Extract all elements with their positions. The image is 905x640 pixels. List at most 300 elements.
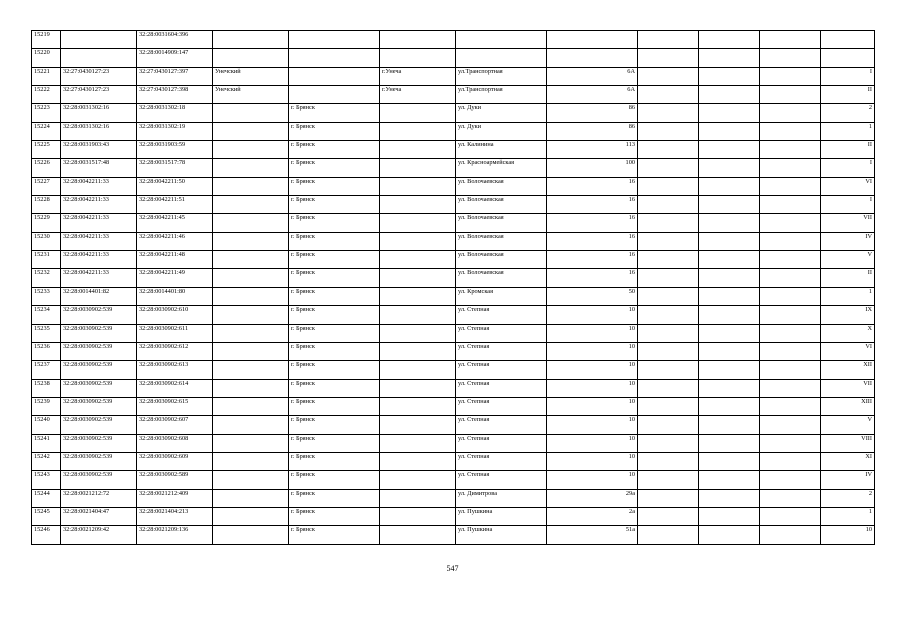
city-cell: г. Брянск	[289, 434, 380, 452]
locality-cell	[380, 397, 456, 415]
city-cell: г. Брянск	[289, 416, 380, 434]
flat-cell	[699, 104, 760, 122]
district-cell	[213, 141, 289, 159]
flat-cell	[699, 67, 760, 85]
flat-cell	[699, 49, 760, 67]
house-number-cell: 10	[547, 342, 638, 360]
street-cell: ул. Степная	[456, 471, 547, 489]
locality-cell	[380, 379, 456, 397]
district-cell	[213, 196, 289, 214]
city-cell: г. Брянск	[289, 177, 380, 195]
district-cell	[213, 324, 289, 342]
row-number-cell: 15238	[32, 379, 61, 397]
city-cell: г. Брянск	[289, 526, 380, 544]
parent-cadastral-cell: 32:28:0030902:539	[61, 324, 137, 342]
locality-cell	[380, 342, 456, 360]
building-cell	[638, 416, 699, 434]
street-cell: ул. Волочаевская	[456, 232, 547, 250]
table-row	[32, 214, 875, 232]
cadastral-number-cell: 32:28:0014909:147	[137, 49, 213, 67]
premises-number-cell: I	[821, 67, 875, 85]
premises-number-cell: IV	[821, 232, 875, 250]
parent-cadastral-cell: 32:28:0031302:16	[61, 104, 137, 122]
locality-cell	[380, 324, 456, 342]
row-number-cell: 15245	[32, 507, 61, 525]
flat-cell	[699, 251, 760, 269]
district-cell	[213, 379, 289, 397]
street-cell: ул. Волочаевская	[456, 269, 547, 287]
building-cell	[638, 489, 699, 507]
cadastral-number-cell: 32:28:0042211:46	[137, 232, 213, 250]
city-cell: г. Брянск	[289, 122, 380, 140]
table-row	[32, 306, 875, 324]
cadastral-number-cell: 32:28:0030902:615	[137, 397, 213, 415]
locality-cell	[380, 232, 456, 250]
cadastral-number-cell: 32:28:0030902:613	[137, 361, 213, 379]
district-cell: Унечский	[213, 86, 289, 104]
locality-cell: г.Унеча	[380, 86, 456, 104]
building-cell	[638, 361, 699, 379]
table-row	[32, 434, 875, 452]
extra-cell	[760, 489, 821, 507]
street-cell: ул. Пушкина	[456, 526, 547, 544]
house-number-cell: 6А	[547, 67, 638, 85]
district-cell	[213, 251, 289, 269]
cadastral-number-cell: 32:28:0021212:409	[137, 489, 213, 507]
table-row	[32, 86, 875, 104]
page-number: 547	[446, 564, 459, 573]
city-cell: г. Брянск	[289, 379, 380, 397]
locality-cell	[380, 159, 456, 177]
flat-cell	[699, 214, 760, 232]
street-cell: ул. Степная	[456, 434, 547, 452]
city-cell: г. Брянск	[289, 214, 380, 232]
building-cell	[638, 471, 699, 489]
row-number-cell: 15227	[32, 177, 61, 195]
parent-cadastral-cell: 32:28:0030902:539	[61, 379, 137, 397]
house-number-cell: 16	[547, 232, 638, 250]
house-number-cell: 10	[547, 306, 638, 324]
table-row	[32, 67, 875, 85]
extra-cell	[760, 122, 821, 140]
flat-cell	[699, 141, 760, 159]
district-cell	[213, 471, 289, 489]
house-number-cell: 10	[547, 434, 638, 452]
premises-number-cell: V	[821, 416, 875, 434]
locality-cell	[380, 489, 456, 507]
street-cell: ул. Красноармейская	[456, 159, 547, 177]
table-row	[32, 361, 875, 379]
locality-cell	[380, 177, 456, 195]
city-cell: г. Брянск	[289, 397, 380, 415]
extra-cell	[760, 31, 821, 49]
district-cell	[213, 434, 289, 452]
table-row	[32, 251, 875, 269]
cadastral-number-cell: 32:28:0030902:610	[137, 306, 213, 324]
building-cell	[638, 287, 699, 305]
building-cell	[638, 86, 699, 104]
row-number-cell: 15229	[32, 214, 61, 232]
registry-table-body	[32, 31, 875, 545]
district-cell	[213, 159, 289, 177]
house-number-cell	[547, 49, 638, 67]
street-cell: ул. Степная	[456, 397, 547, 415]
city-cell: г. Брянск	[289, 104, 380, 122]
building-cell	[638, 141, 699, 159]
locality-cell	[380, 526, 456, 544]
house-number-cell: 16	[547, 177, 638, 195]
cadastral-number-cell: 32:28:0042211:45	[137, 214, 213, 232]
city-cell: г. Брянск	[289, 196, 380, 214]
table-row	[32, 177, 875, 195]
premises-number-cell: V	[821, 251, 875, 269]
district-cell	[213, 526, 289, 544]
locality-cell	[380, 214, 456, 232]
building-cell	[638, 67, 699, 85]
flat-cell	[699, 489, 760, 507]
locality-cell	[380, 141, 456, 159]
city-cell: г. Брянск	[289, 269, 380, 287]
district-cell	[213, 416, 289, 434]
flat-cell	[699, 526, 760, 544]
building-cell	[638, 397, 699, 415]
premises-number-cell	[821, 31, 875, 49]
district-cell	[213, 177, 289, 195]
building-cell	[638, 342, 699, 360]
house-number-cell: 10	[547, 324, 638, 342]
premises-number-cell: XII	[821, 361, 875, 379]
street-cell: ул. Степная	[456, 416, 547, 434]
registry-table	[31, 30, 875, 545]
parent-cadastral-cell: 32:28:0042211:33	[61, 251, 137, 269]
building-cell	[638, 31, 699, 49]
parent-cadastral-cell	[61, 49, 137, 67]
house-number-cell: 51а	[547, 526, 638, 544]
premises-number-cell: VI	[821, 342, 875, 360]
flat-cell	[699, 177, 760, 195]
building-cell	[638, 122, 699, 140]
parent-cadastral-cell: 32:28:0030902:539	[61, 361, 137, 379]
locality-cell	[380, 104, 456, 122]
city-cell: г. Брянск	[289, 141, 380, 159]
cadastral-number-cell: 32:28:0042211:49	[137, 269, 213, 287]
parent-cadastral-cell: 32:28:0021212:72	[61, 489, 137, 507]
row-number-cell: 15240	[32, 416, 61, 434]
extra-cell	[760, 471, 821, 489]
premises-number-cell: 2	[821, 104, 875, 122]
building-cell	[638, 232, 699, 250]
premises-number-cell: 1	[821, 507, 875, 525]
locality-cell	[380, 31, 456, 49]
cadastral-number-cell: 32:28:0021404:213	[137, 507, 213, 525]
table-row	[32, 526, 875, 544]
row-number-cell: 15234	[32, 306, 61, 324]
district-cell	[213, 306, 289, 324]
cadastral-number-cell: 32:28:0031903:59	[137, 141, 213, 159]
table-row	[32, 49, 875, 67]
row-number-cell: 15230	[32, 232, 61, 250]
flat-cell	[699, 86, 760, 104]
building-cell	[638, 269, 699, 287]
cadastral-number-cell: 32:28:0030902:608	[137, 434, 213, 452]
building-cell	[638, 452, 699, 470]
street-cell: ул. Калинина	[456, 141, 547, 159]
house-number-cell: 16	[547, 269, 638, 287]
district-cell	[213, 287, 289, 305]
row-number-cell: 15220	[32, 49, 61, 67]
extra-cell	[760, 251, 821, 269]
parent-cadastral-cell: 32:28:0030902:539	[61, 452, 137, 470]
parent-cadastral-cell: 32:28:0042211:33	[61, 232, 137, 250]
district-cell	[213, 269, 289, 287]
building-cell	[638, 379, 699, 397]
parent-cadastral-cell: 32:27:0430127:23	[61, 67, 137, 85]
table-row	[32, 31, 875, 49]
row-number-cell: 15224	[32, 122, 61, 140]
cadastral-number-cell: 32:28:0030902:614	[137, 379, 213, 397]
street-cell: ул. Кромская	[456, 287, 547, 305]
cadastral-number-cell: 32:28:0030902:612	[137, 342, 213, 360]
flat-cell	[699, 159, 760, 177]
row-number-cell: 15236	[32, 342, 61, 360]
building-cell	[638, 214, 699, 232]
cadastral-number-cell: 32:27:0430127:397	[137, 67, 213, 85]
table-row	[32, 287, 875, 305]
cadastral-number-cell: 32:28:0021209:136	[137, 526, 213, 544]
extra-cell	[760, 269, 821, 287]
building-cell	[638, 49, 699, 67]
cadastral-number-cell: 32:28:0030902:607	[137, 416, 213, 434]
parent-cadastral-cell: 32:27:0430127:23	[61, 86, 137, 104]
locality-cell	[380, 306, 456, 324]
district-cell	[213, 31, 289, 49]
parent-cadastral-cell: 32:28:0031302:16	[61, 122, 137, 140]
extra-cell	[760, 104, 821, 122]
flat-cell	[699, 416, 760, 434]
street-cell: ул. Волочаевская	[456, 214, 547, 232]
extra-cell	[760, 159, 821, 177]
city-cell: г. Брянск	[289, 489, 380, 507]
extra-cell	[760, 452, 821, 470]
city-cell: г. Брянск	[289, 159, 380, 177]
street-cell: ул. Степная	[456, 452, 547, 470]
locality-cell	[380, 452, 456, 470]
row-number-cell: 15243	[32, 471, 61, 489]
house-number-cell: 10	[547, 471, 638, 489]
house-number-cell	[547, 31, 638, 49]
house-number-cell: 10	[547, 397, 638, 415]
flat-cell	[699, 379, 760, 397]
street-cell: ул. Степная	[456, 342, 547, 360]
parent-cadastral-cell: 32:28:0014401:82	[61, 287, 137, 305]
building-cell	[638, 104, 699, 122]
flat-cell	[699, 269, 760, 287]
district-cell	[213, 342, 289, 360]
cadastral-number-cell: 32:28:0042211:48	[137, 251, 213, 269]
parent-cadastral-cell: 32:28:0021209:42	[61, 526, 137, 544]
extra-cell	[760, 342, 821, 360]
premises-number-cell: IV	[821, 471, 875, 489]
extra-cell	[760, 177, 821, 195]
row-number-cell: 15226	[32, 159, 61, 177]
city-cell	[289, 67, 380, 85]
parent-cadastral-cell: 32:28:0042211:33	[61, 269, 137, 287]
extra-cell	[760, 306, 821, 324]
cadastral-number-cell: 32:28:0042211:51	[137, 196, 213, 214]
row-number-cell: 15232	[32, 269, 61, 287]
premises-number-cell: IX	[821, 306, 875, 324]
building-cell	[638, 177, 699, 195]
city-cell: г. Брянск	[289, 507, 380, 525]
locality-cell	[380, 196, 456, 214]
flat-cell	[699, 122, 760, 140]
house-number-cell: 16	[547, 214, 638, 232]
premises-number-cell: XIII	[821, 397, 875, 415]
street-cell	[456, 49, 547, 67]
parent-cadastral-cell: 32:28:0030902:539	[61, 434, 137, 452]
table-row	[32, 232, 875, 250]
table-row	[32, 196, 875, 214]
cadastral-number-cell: 32:28:0042211:50	[137, 177, 213, 195]
row-number-cell: 15239	[32, 397, 61, 415]
building-cell	[638, 434, 699, 452]
parent-cadastral-cell: 32:28:0030902:539	[61, 342, 137, 360]
premises-number-cell: II	[821, 86, 875, 104]
building-cell	[638, 159, 699, 177]
row-number-cell: 15228	[32, 196, 61, 214]
locality-cell	[380, 49, 456, 67]
flat-cell	[699, 434, 760, 452]
locality-cell: г.Унеча	[380, 67, 456, 85]
parent-cadastral-cell: 32:28:0030902:539	[61, 306, 137, 324]
house-number-cell: 100	[547, 159, 638, 177]
house-number-cell: 50	[547, 287, 638, 305]
city-cell: г. Брянск	[289, 361, 380, 379]
district-cell	[213, 397, 289, 415]
cadastral-number-cell: 32:28:0030902:609	[137, 452, 213, 470]
table-row	[32, 452, 875, 470]
locality-cell	[380, 287, 456, 305]
district-cell	[213, 49, 289, 67]
house-number-cell: 6А	[547, 86, 638, 104]
table-row	[32, 507, 875, 525]
city-cell	[289, 49, 380, 67]
parent-cadastral-cell: 32:28:0030902:539	[61, 471, 137, 489]
parent-cadastral-cell: 32:28:0042211:33	[61, 214, 137, 232]
city-cell: г. Брянск	[289, 287, 380, 305]
cadastral-number-cell: 32:28:0030902:611	[137, 324, 213, 342]
row-number-cell: 15244	[32, 489, 61, 507]
table-row	[32, 159, 875, 177]
flat-cell	[699, 507, 760, 525]
district-cell	[213, 361, 289, 379]
premises-number-cell: 10	[821, 526, 875, 544]
row-number-cell: 15222	[32, 86, 61, 104]
flat-cell	[699, 471, 760, 489]
flat-cell	[699, 31, 760, 49]
row-number-cell: 15241	[32, 434, 61, 452]
flat-cell	[699, 452, 760, 470]
city-cell	[289, 31, 380, 49]
row-number-cell: 15233	[32, 287, 61, 305]
cadastral-number-cell: 32:28:0031517:78	[137, 159, 213, 177]
flat-cell	[699, 196, 760, 214]
parent-cadastral-cell: 32:28:0030902:539	[61, 397, 137, 415]
locality-cell	[380, 434, 456, 452]
district-cell	[213, 489, 289, 507]
extra-cell	[760, 86, 821, 104]
locality-cell	[380, 507, 456, 525]
street-cell: ул. Дуки	[456, 104, 547, 122]
house-number-cell: 86	[547, 122, 638, 140]
district-cell	[213, 232, 289, 250]
registry-sheet	[31, 30, 875, 545]
house-number-cell: 10	[547, 361, 638, 379]
building-cell	[638, 526, 699, 544]
premises-number-cell: 1	[821, 287, 875, 305]
premises-number-cell	[821, 49, 875, 67]
row-number-cell: 15223	[32, 104, 61, 122]
locality-cell	[380, 471, 456, 489]
table-row	[32, 416, 875, 434]
street-cell: ул. Димитрова	[456, 489, 547, 507]
district-cell	[213, 104, 289, 122]
city-cell	[289, 86, 380, 104]
premises-number-cell: 2	[821, 489, 875, 507]
extra-cell	[760, 416, 821, 434]
extra-cell	[760, 49, 821, 67]
extra-cell	[760, 287, 821, 305]
building-cell	[638, 196, 699, 214]
premises-number-cell: I	[821, 159, 875, 177]
house-number-cell: 10	[547, 452, 638, 470]
parent-cadastral-cell: 32:28:0031903:43	[61, 141, 137, 159]
street-cell: ул. Волочаевская	[456, 196, 547, 214]
parent-cadastral-cell: 32:28:0030902:539	[61, 416, 137, 434]
table-row	[32, 379, 875, 397]
cadastral-number-cell: 32:28:0031302:18	[137, 104, 213, 122]
flat-cell	[699, 306, 760, 324]
district-cell: Унечский	[213, 67, 289, 85]
house-number-cell: 29а	[547, 489, 638, 507]
parent-cadastral-cell: 32:28:0042211:33	[61, 196, 137, 214]
street-cell: ул. Пушкина	[456, 507, 547, 525]
premises-number-cell: VII	[821, 214, 875, 232]
cadastral-number-cell: 32:28:0030902:589	[137, 471, 213, 489]
street-cell: ул. Дуки	[456, 122, 547, 140]
locality-cell	[380, 269, 456, 287]
house-number-cell: 113	[547, 141, 638, 159]
city-cell: г. Брянск	[289, 324, 380, 342]
house-number-cell: 10	[547, 379, 638, 397]
premises-number-cell: II	[821, 141, 875, 159]
table-row	[32, 324, 875, 342]
locality-cell	[380, 122, 456, 140]
street-cell: ул. Степная	[456, 306, 547, 324]
premises-number-cell: I	[821, 196, 875, 214]
district-cell	[213, 507, 289, 525]
table-row	[32, 104, 875, 122]
city-cell: г. Брянск	[289, 452, 380, 470]
extra-cell	[760, 67, 821, 85]
row-number-cell: 15237	[32, 361, 61, 379]
building-cell	[638, 507, 699, 525]
street-cell: ул.Транспортная	[456, 67, 547, 85]
house-number-cell: 16	[547, 251, 638, 269]
premises-number-cell: II	[821, 269, 875, 287]
extra-cell	[760, 232, 821, 250]
table-row	[32, 122, 875, 140]
